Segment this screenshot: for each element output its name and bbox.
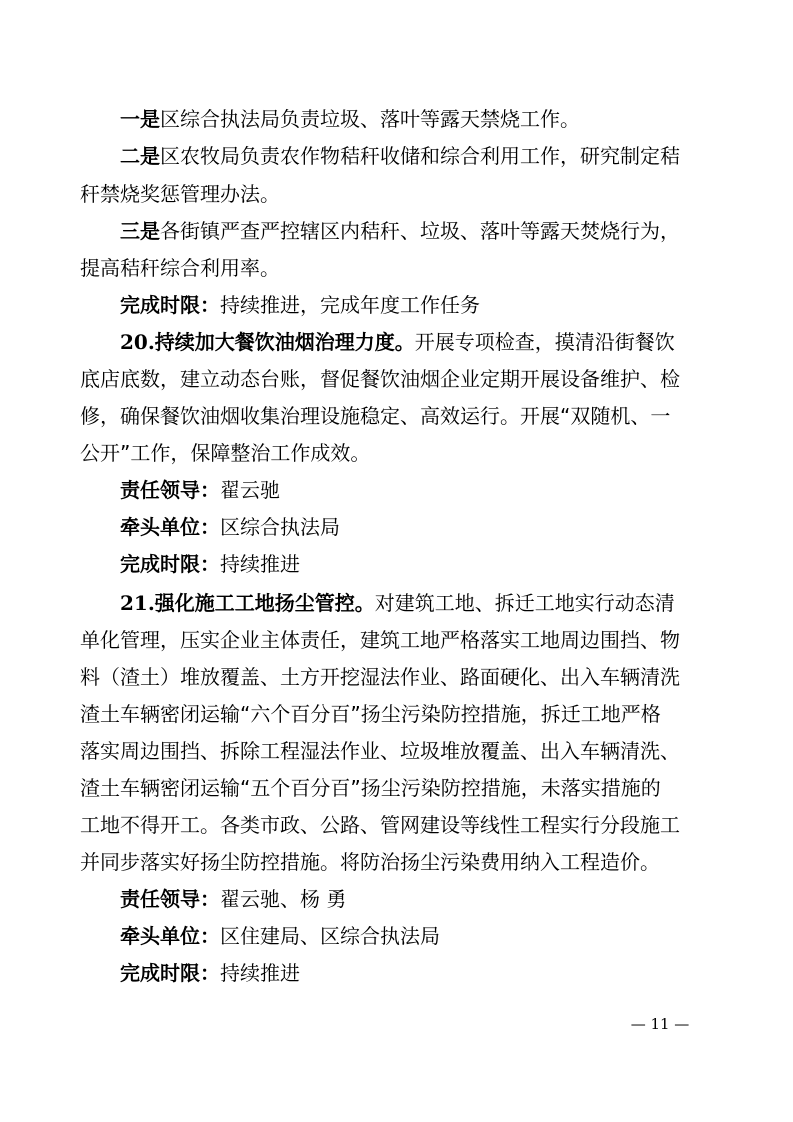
- para-line: 并同步落实好扬尘防控措施。将防治扬尘污染费用纳入工程造价。: [80, 850, 660, 874]
- section-20-heading: 20.持续加大餐饮油烟治理力度。开展专项检查，摸清沿街餐饮: [120, 330, 675, 354]
- para-line: 修，确保餐饮油烟收集治理设施稳定、高效运行。开展“双随机、一: [80, 404, 671, 428]
- para-line: 一是区综合执法局负责垃圾、落叶等露天禁烧工作。: [120, 107, 580, 131]
- leader-line: 责任领导：翟云驰: [120, 478, 280, 502]
- page-number: — 11 —: [630, 1015, 690, 1033]
- para-line: 料（渣土）堆放覆盖、土方开挖湿法作业、路面硬化、出入车辆清洗: [80, 665, 680, 689]
- para-line: 底店底数，建立动态台账，督促餐饮油烟企业定期开展设备维护、检: [80, 367, 680, 391]
- para-line: 工地不得开工。各类市政、公路、管网建设等线性工程实行分段施工: [80, 813, 680, 837]
- section-21-heading: 21.强化施工工地扬尘管控。对建筑工地、拆迁工地实行动态清: [120, 591, 675, 615]
- para-line: 单化管理，压实企业主体责任，建筑工地严格落实工地周边围挡、物: [80, 628, 680, 652]
- para-line: 落实周边围挡、拆除工程湿法作业、垃圾堆放覆盖、出入车辆清洗、: [80, 739, 680, 763]
- para-line: 渣土车辆密闭运输“六个百分百”扬尘污染防控措施，拆迁工地严格: [80, 702, 661, 726]
- para-line: 秆禁烧奖惩管理办法。: [80, 182, 280, 206]
- para-line: 公开”工作，保障整治工作成效。: [80, 441, 371, 465]
- para-line: 二是区农牧局负责农作物秸秆收储和综合利用工作，研究制定秸: [120, 144, 680, 168]
- para-line: 渣土车辆密闭运输“五个百分百”扬尘污染防控措施，未落实措施的: [80, 776, 661, 800]
- deadline-line: 完成时限：持续推进: [120, 552, 300, 576]
- unit-line: 牵头单位：区综合执法局: [120, 515, 340, 539]
- deadline-line: 完成时限：持续推进，完成年度工作任务: [120, 293, 480, 317]
- para-line: 提高秸秆综合利用率。: [80, 256, 280, 280]
- deadline-line: 完成时限：持续推进: [120, 961, 300, 985]
- leader-line: 责任领导：翟云驰、杨 勇: [120, 887, 347, 911]
- para-line: 三是各街镇严查严控辖区内秸秆、垃圾、落叶等露天焚烧行为，: [120, 219, 680, 243]
- unit-line: 牵头单位：区住建局、区综合执法局: [120, 924, 440, 948]
